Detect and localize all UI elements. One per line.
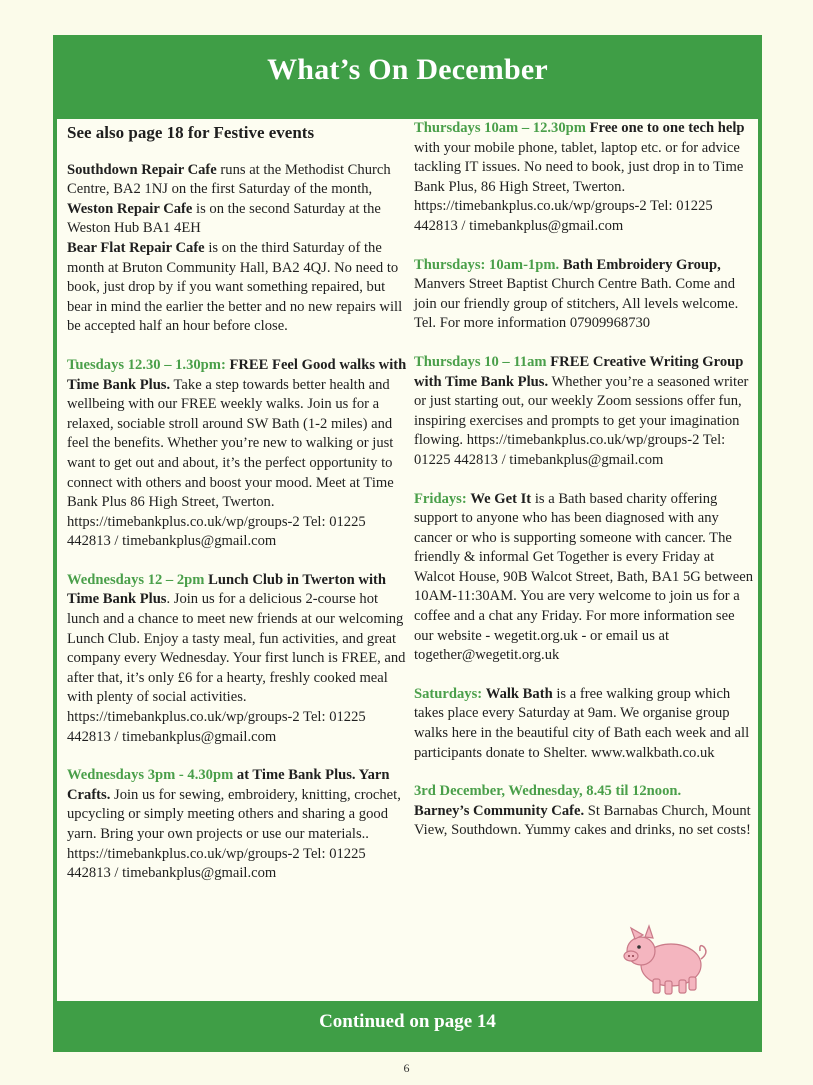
event-text: Take a step towards better health and wellbeing with our FREE weekly walks. Join us for a relaxed, sociable stroll around SW Bath (1-2 miles) and feel the benefits. Whether you’re new to walking or just want to get out and about, it’s the perfect opportunity to connect with others and boost your mood. Meet at Time Bank Plus 86 High Street, Twerton. https://timebankplus.co.uk/wp/groups-2 Tel: 01225 442813 / timebankplus@gmail.com [67, 376, 394, 550]
event-embroidery-group [414, 256, 754, 334]
pig-icon [619, 913, 709, 1003]
see-also-note: See also page 18 for Festive events [67, 123, 315, 142]
event-barneys-cafe [414, 782, 754, 841]
event-time: Tuesdays 12.30 – 1.30pm: [67, 356, 226, 373]
event-title: Barney’s Community Cafe. [414, 802, 585, 819]
event-text: Whether you’re a seasoned writer or just starting out, our weekly Zoom sessions offer fun, inspiring exercises and prompts to get your imagination flowing. https://timebankplus.co.uk/wp/groups-2 Tel: 01225 442813 / timebankplus@gmail.com [414, 373, 749, 468]
right-column [414, 119, 754, 841]
continued-note: Continued on page 14 [319, 1011, 496, 1032]
event-title: Bath Embroidery Group, [562, 256, 721, 273]
event-time: Thursdays 10am – 12.30pm [414, 120, 586, 136]
event-lunch-club [67, 571, 407, 747]
event-title: at Time Bank Plus. Yarn Crafts. [67, 767, 390, 803]
event-time: Wednesdays 12 – 2pm [67, 571, 205, 588]
event-text: Manvers Street Baptist Church Centre Bath. Come and join our friendly group of stitchers, All levels welcome. Tel. For more information 07909968730 [414, 276, 739, 332]
event-text: is a Bath based charity offering support to anyone who has been diagnosed with any cancer or who is supporting someone with cancer. The friendly & informal Get Together is every Friday at Walcot House, 90B Walcot Street, Bath, BA1 5G between 10AM-11:30AM. You are very welcome to join us for a coffee and a chat any Friday. For more information see our website - wegetit.org.uk - or email us at together@wegetit.org.uk [414, 490, 754, 664]
event-title: Lunch Club in Twerton with Time Bank Plus [67, 571, 386, 608]
event-title: FREE Feel Good walks with Time Bank Plus. [67, 356, 407, 393]
event-we-get-it [414, 490, 754, 666]
event-text: . Join us for a delicious 2-course hot lunch and a chance to meet new friends at our welcoming Lunch Club. Enjoy a tasty meal, fun activities, and great company every Wednesday. Your first lunch is FREE, and after that, it’s only £6 for a hearty, freshly cooked meal with plenty of social activities. https://timebankplus.co.uk/wp/groups-2 Tel: 01225 442813 / timebankplus@gmail.com [67, 591, 406, 745]
southdown-repair-name: Southdown Repair Cafe [67, 161, 217, 178]
bearflat-repair-text: is on the third Saturday of the month at Bruton Community Hall, BA2 4QJ. No need to book, just drop by if you want something repaired, but bear in mind the earlier the better and no new repairs will be accepted half an hour before close. [67, 239, 403, 335]
event-tech-help [414, 119, 754, 237]
weston-repair-name: Weston Repair Cafe [67, 200, 193, 217]
event-yarn-crafts [67, 766, 407, 884]
event-time: Saturdays: [414, 685, 483, 702]
event-text: with your mobile phone, tablet, laptop etc. or for advice tackling IT issues. No need to book, just drop in to Time Bank Plus, 86 High Street, Twerton. https://timebankplus.co.uk/wp/groups-2 Tel: 01225 442813 / timebankplus@gmail.com [414, 139, 744, 234]
page-title: What’s On December [267, 53, 548, 86]
event-title: Walk Bath [485, 685, 553, 702]
event-walk-bath [414, 685, 754, 763]
event-creative-writing [414, 353, 754, 471]
event-time: Thursdays 10 – 11am [414, 353, 547, 370]
event-text: Join us for sewing, embroidery, knitting, crochet, upcycling or simply meeting others and sharing a good yarn. Bring your own projects or use our materials.. https://timebankplus.co.uk/wp/groups-2 Tel: 01225 442813 / timebankplus@gmail.com [67, 786, 401, 882]
repair-cafes [67, 161, 407, 337]
event-time: Thursdays: 10am-1pm. [414, 256, 560, 273]
left-column [67, 119, 407, 884]
event-time: Wednesdays 3pm - 4.30pm [67, 767, 234, 784]
event-time: Fridays: [414, 490, 467, 507]
event-title: Free one to one tech help [589, 120, 745, 136]
event-title: FREE Creative Writing Group with Time Bank Plus. [414, 353, 744, 390]
event-title: We Get It [470, 490, 532, 507]
page-number: 6 [403, 1061, 410, 1075]
event-text: is a free walking group which takes place every Saturday at 9am. We organise group walks here in the beautiful city of Bath each week and all participants donate to Shelter. www.walkbath.co.uk [414, 685, 750, 761]
event-feel-good-walks [67, 356, 407, 552]
southdown-repair-text: runs at the Methodist Church Centre, BA2 1NJ on the first Saturday of the month, [67, 161, 391, 198]
content-panel [57, 119, 758, 1001]
page-frame [53, 35, 762, 1052]
bearflat-repair-name: Bear Flat Repair Cafe [67, 239, 205, 256]
event-text: St Barnabas Church, Mount View, Southdown. Yummy cakes and drinks, no set costs! [414, 802, 751, 839]
event-time: 3rd December, Wednesday, 8.45 til 12noon. [414, 783, 682, 800]
weston-repair-text: is on the second Saturday at the Weston Hub BA1 4EH [67, 200, 381, 237]
